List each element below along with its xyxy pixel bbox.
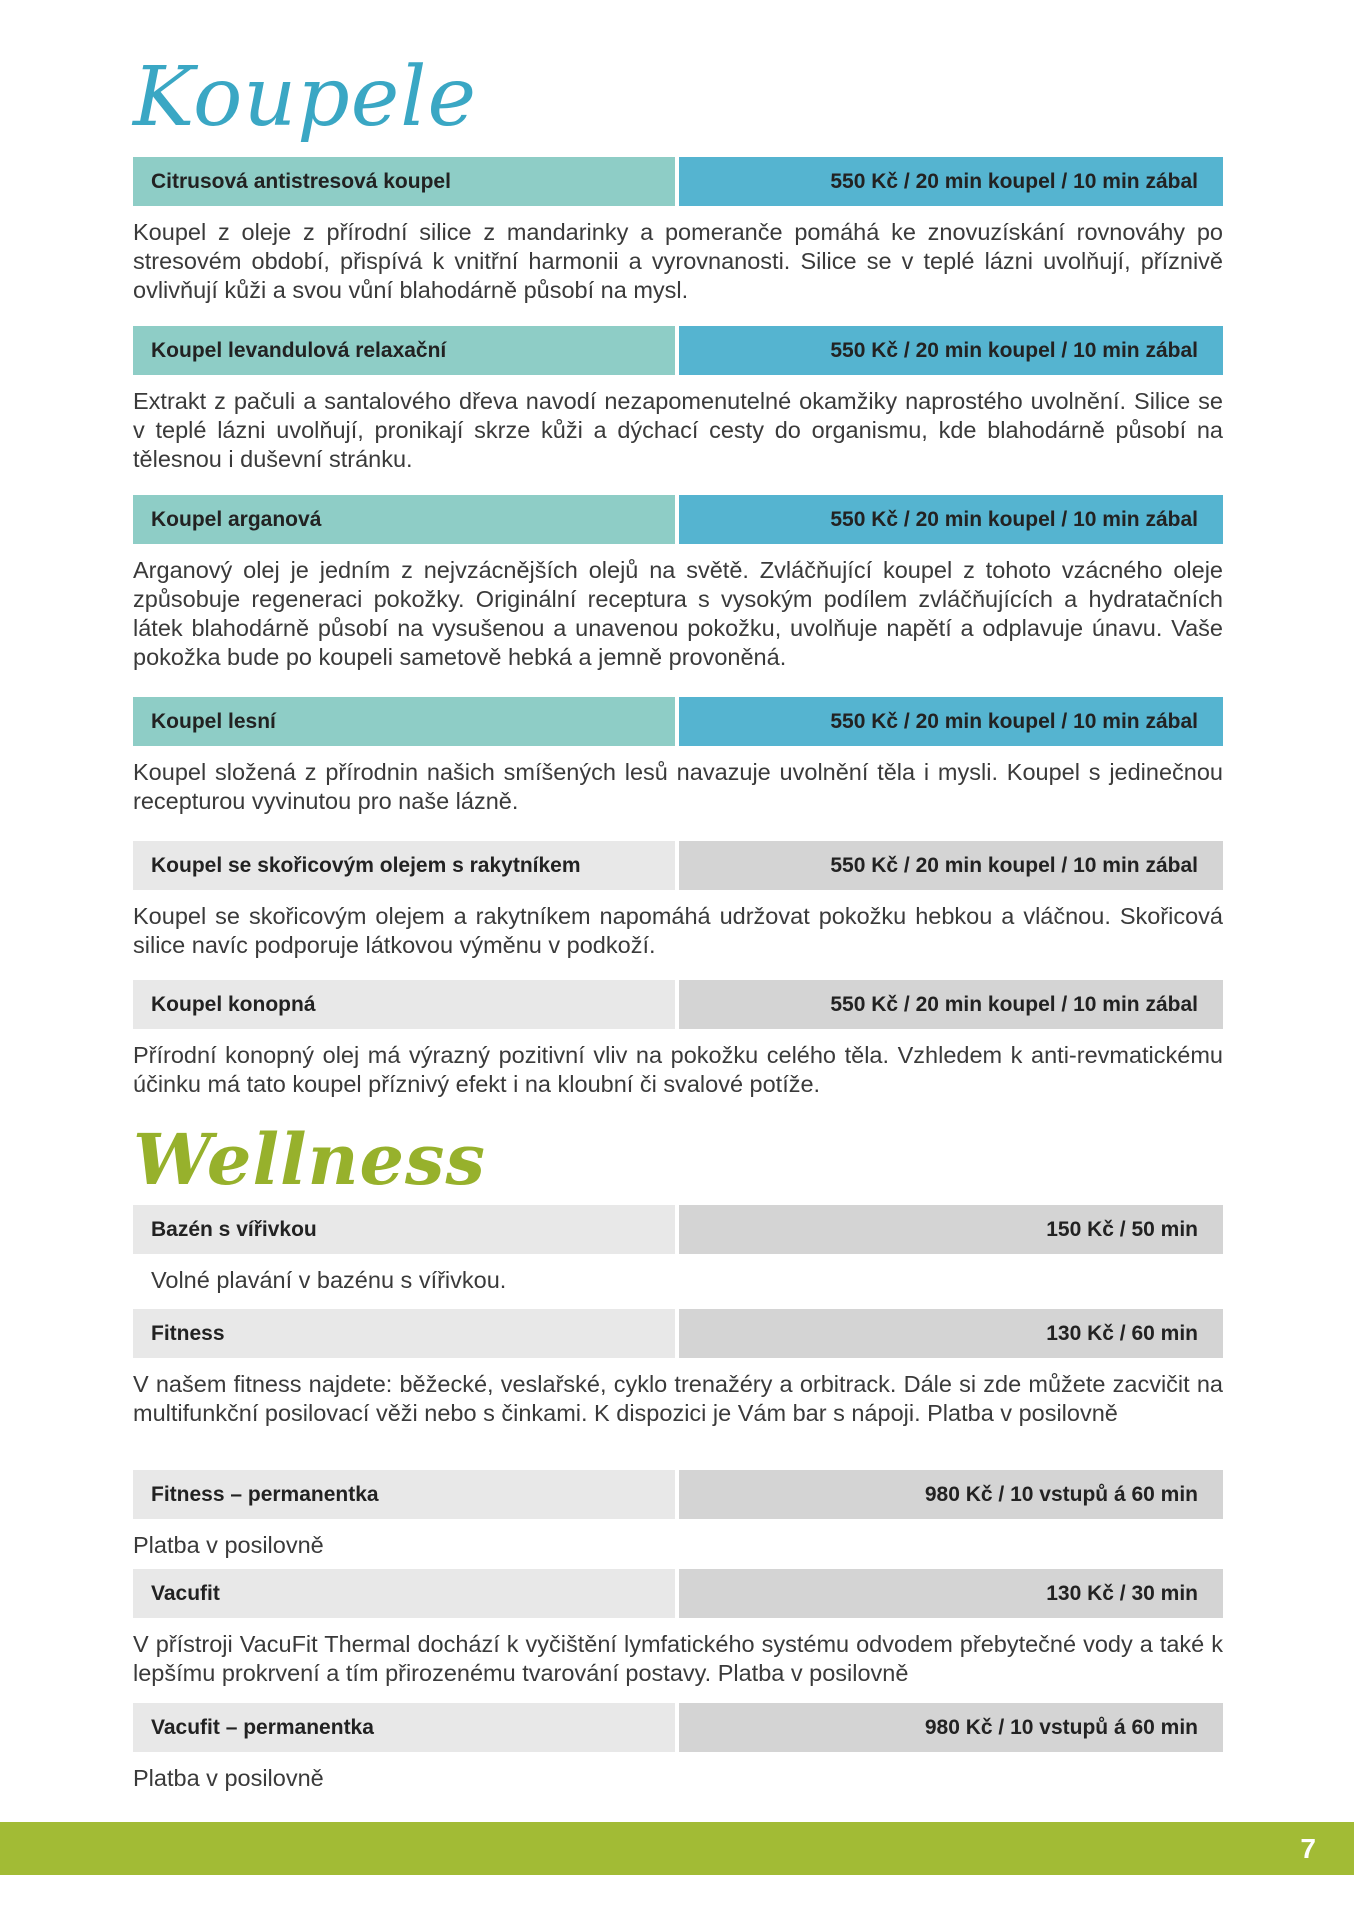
service-description: Platba v posilovně xyxy=(133,1532,324,1558)
service-header-bar xyxy=(133,157,1223,206)
service-description: V přístroji VacuFit Thermal dochází k vyčištění lymfatického systému odvodem přebytečné vody a také k lepšímu prokrvení a tím přirozenému tvarování postavy. Platba v posilovně xyxy=(133,1631,1223,1686)
service-name: Koupel lesní xyxy=(133,697,675,746)
service-description: Volné plavání v bazénu s vířivkou. xyxy=(151,1267,507,1293)
service-description: Arganový olej je jedním z nejvzácnějších olejů na světě. Zvláčňující koupel z tohoto vzácného oleje způsobuje regeneraci pokožky. Originální receptura s vysokým podílem zvláčňujících a hydratačních látek blahodárně působí na vysušenou a unavenou pokožku, uvolňuje napětí a odplavuje únavu. Vaše pokožka bude po koupeli sametově hebká a jemně provoněná. xyxy=(133,557,1223,670)
service-item xyxy=(133,1470,1223,1560)
wellness-heading: Wellness xyxy=(133,1118,486,1201)
service-price: 130 Kč / 60 min xyxy=(679,1309,1223,1358)
service-description: V našem fitness najdete: běžecké, veslařské, cyklo trenažéry a orbitrack. Dále si zde můžete zacvičit na multifunkční posilovací věži nebo s činkami. K dispozici je Vám bar s nápoji. Platba v posilovně xyxy=(133,1371,1223,1426)
service-name: Fitness – permanentka xyxy=(133,1470,675,1519)
page-number: 7 xyxy=(1300,1832,1316,1864)
service-header-bar xyxy=(133,841,1223,890)
service-price: 550 Kč / 20 min koupel / 10 min zábal xyxy=(679,980,1223,1029)
service-price: 980 Kč / 10 vstupů á 60 min xyxy=(679,1470,1223,1519)
service-description: Přírodní konopný olej má výrazný pozitivní vliv na pokožku celého těla. Vzhledem k anti-revmatickému účinku má tato koupel příznivý efekt i na kloubní či svalové potíže. xyxy=(133,1042,1223,1097)
service-price: 980 Kč / 10 vstupů á 60 min xyxy=(679,1703,1223,1752)
service-header-bar xyxy=(133,1569,1223,1618)
service-header-bar xyxy=(133,495,1223,544)
service-price: 550 Kč / 20 min koupel / 10 min zábal xyxy=(679,841,1223,890)
service-header-bar xyxy=(133,1205,1223,1254)
service-price: 550 Kč / 20 min koupel / 10 min zábal xyxy=(679,697,1223,746)
service-header-bar xyxy=(133,326,1223,375)
service-price: 550 Kč / 20 min koupel / 10 min zábal xyxy=(679,326,1223,375)
service-header-bar xyxy=(133,980,1223,1029)
service-header-bar xyxy=(133,1470,1223,1519)
service-price: 150 Kč / 50 min xyxy=(679,1205,1223,1254)
service-name: Vacufit – permanentka xyxy=(133,1703,675,1752)
service-description: Platba v posilovně xyxy=(133,1765,324,1791)
service-price: 550 Kč / 20 min koupel / 10 min zábal xyxy=(679,495,1223,544)
service-name: Koupel arganová xyxy=(133,495,675,544)
service-item xyxy=(133,157,1223,305)
service-description: Koupel se skořicovým olejem a rakytníkem napomáhá udržovat pokožku hebkou a vláčnou. Skořicová silice navíc podporuje látkovou výměnu v podkoží. xyxy=(133,903,1223,958)
service-name: Citrusová antistresová koupel xyxy=(133,157,675,206)
service-price: 550 Kč / 20 min koupel / 10 min zábal xyxy=(679,157,1223,206)
service-header-bar xyxy=(133,697,1223,746)
service-item xyxy=(133,980,1223,1099)
service-item xyxy=(133,697,1223,816)
service-item xyxy=(133,326,1223,474)
service-name: Bazén s vířivkou xyxy=(133,1205,675,1254)
service-item xyxy=(133,1309,1223,1428)
service-name: Koupel se skořicovým olejem s rakytníkem xyxy=(133,841,675,890)
service-item xyxy=(133,1569,1223,1688)
service-description: Koupel z oleje z přírodní silice z mandarinky a pomeranče pomáhá ke znovuzískání rovnováhy po stresovém období, přispívá k vnitřní harmonii a vyrovnanosti. Silice se v teplé lázni uvolňují, příznivě ovlivňují kůži a svou vůní blahodárně působí na mysl. xyxy=(133,219,1223,303)
koupele-heading: Koupele xyxy=(133,50,478,145)
service-name: Vacufit xyxy=(133,1569,675,1618)
service-name: Fitness xyxy=(133,1309,675,1358)
service-item xyxy=(133,495,1223,672)
service-name: Koupel konopná xyxy=(133,980,675,1029)
service-name: Koupel levandulová relaxační xyxy=(133,326,675,375)
service-header-bar xyxy=(133,1703,1223,1752)
service-item xyxy=(133,841,1223,960)
service-item xyxy=(133,1703,1223,1793)
service-header-bar xyxy=(133,1309,1223,1358)
service-price: 130 Kč / 30 min xyxy=(679,1569,1223,1618)
service-item xyxy=(133,1205,1223,1295)
service-description: Koupel složená z přírodnin našich smíšených lesů navazuje uvolnění těla i mysli. Koupel s jedinečnou recepturou vyvinutou pro naše lázně. xyxy=(133,759,1223,814)
service-description: Extrakt z pačuli a santalového dřeva navodí nezapomenutelné okamžiky naprostého uvolnění. Silice se v teplé lázni uvolňují, pronikají skrze kůži a dýchací cesty do organismu, kde blahodárně působí na tělesnou i duševní stránku. xyxy=(133,388,1223,472)
footer-bar xyxy=(0,1822,1354,1875)
